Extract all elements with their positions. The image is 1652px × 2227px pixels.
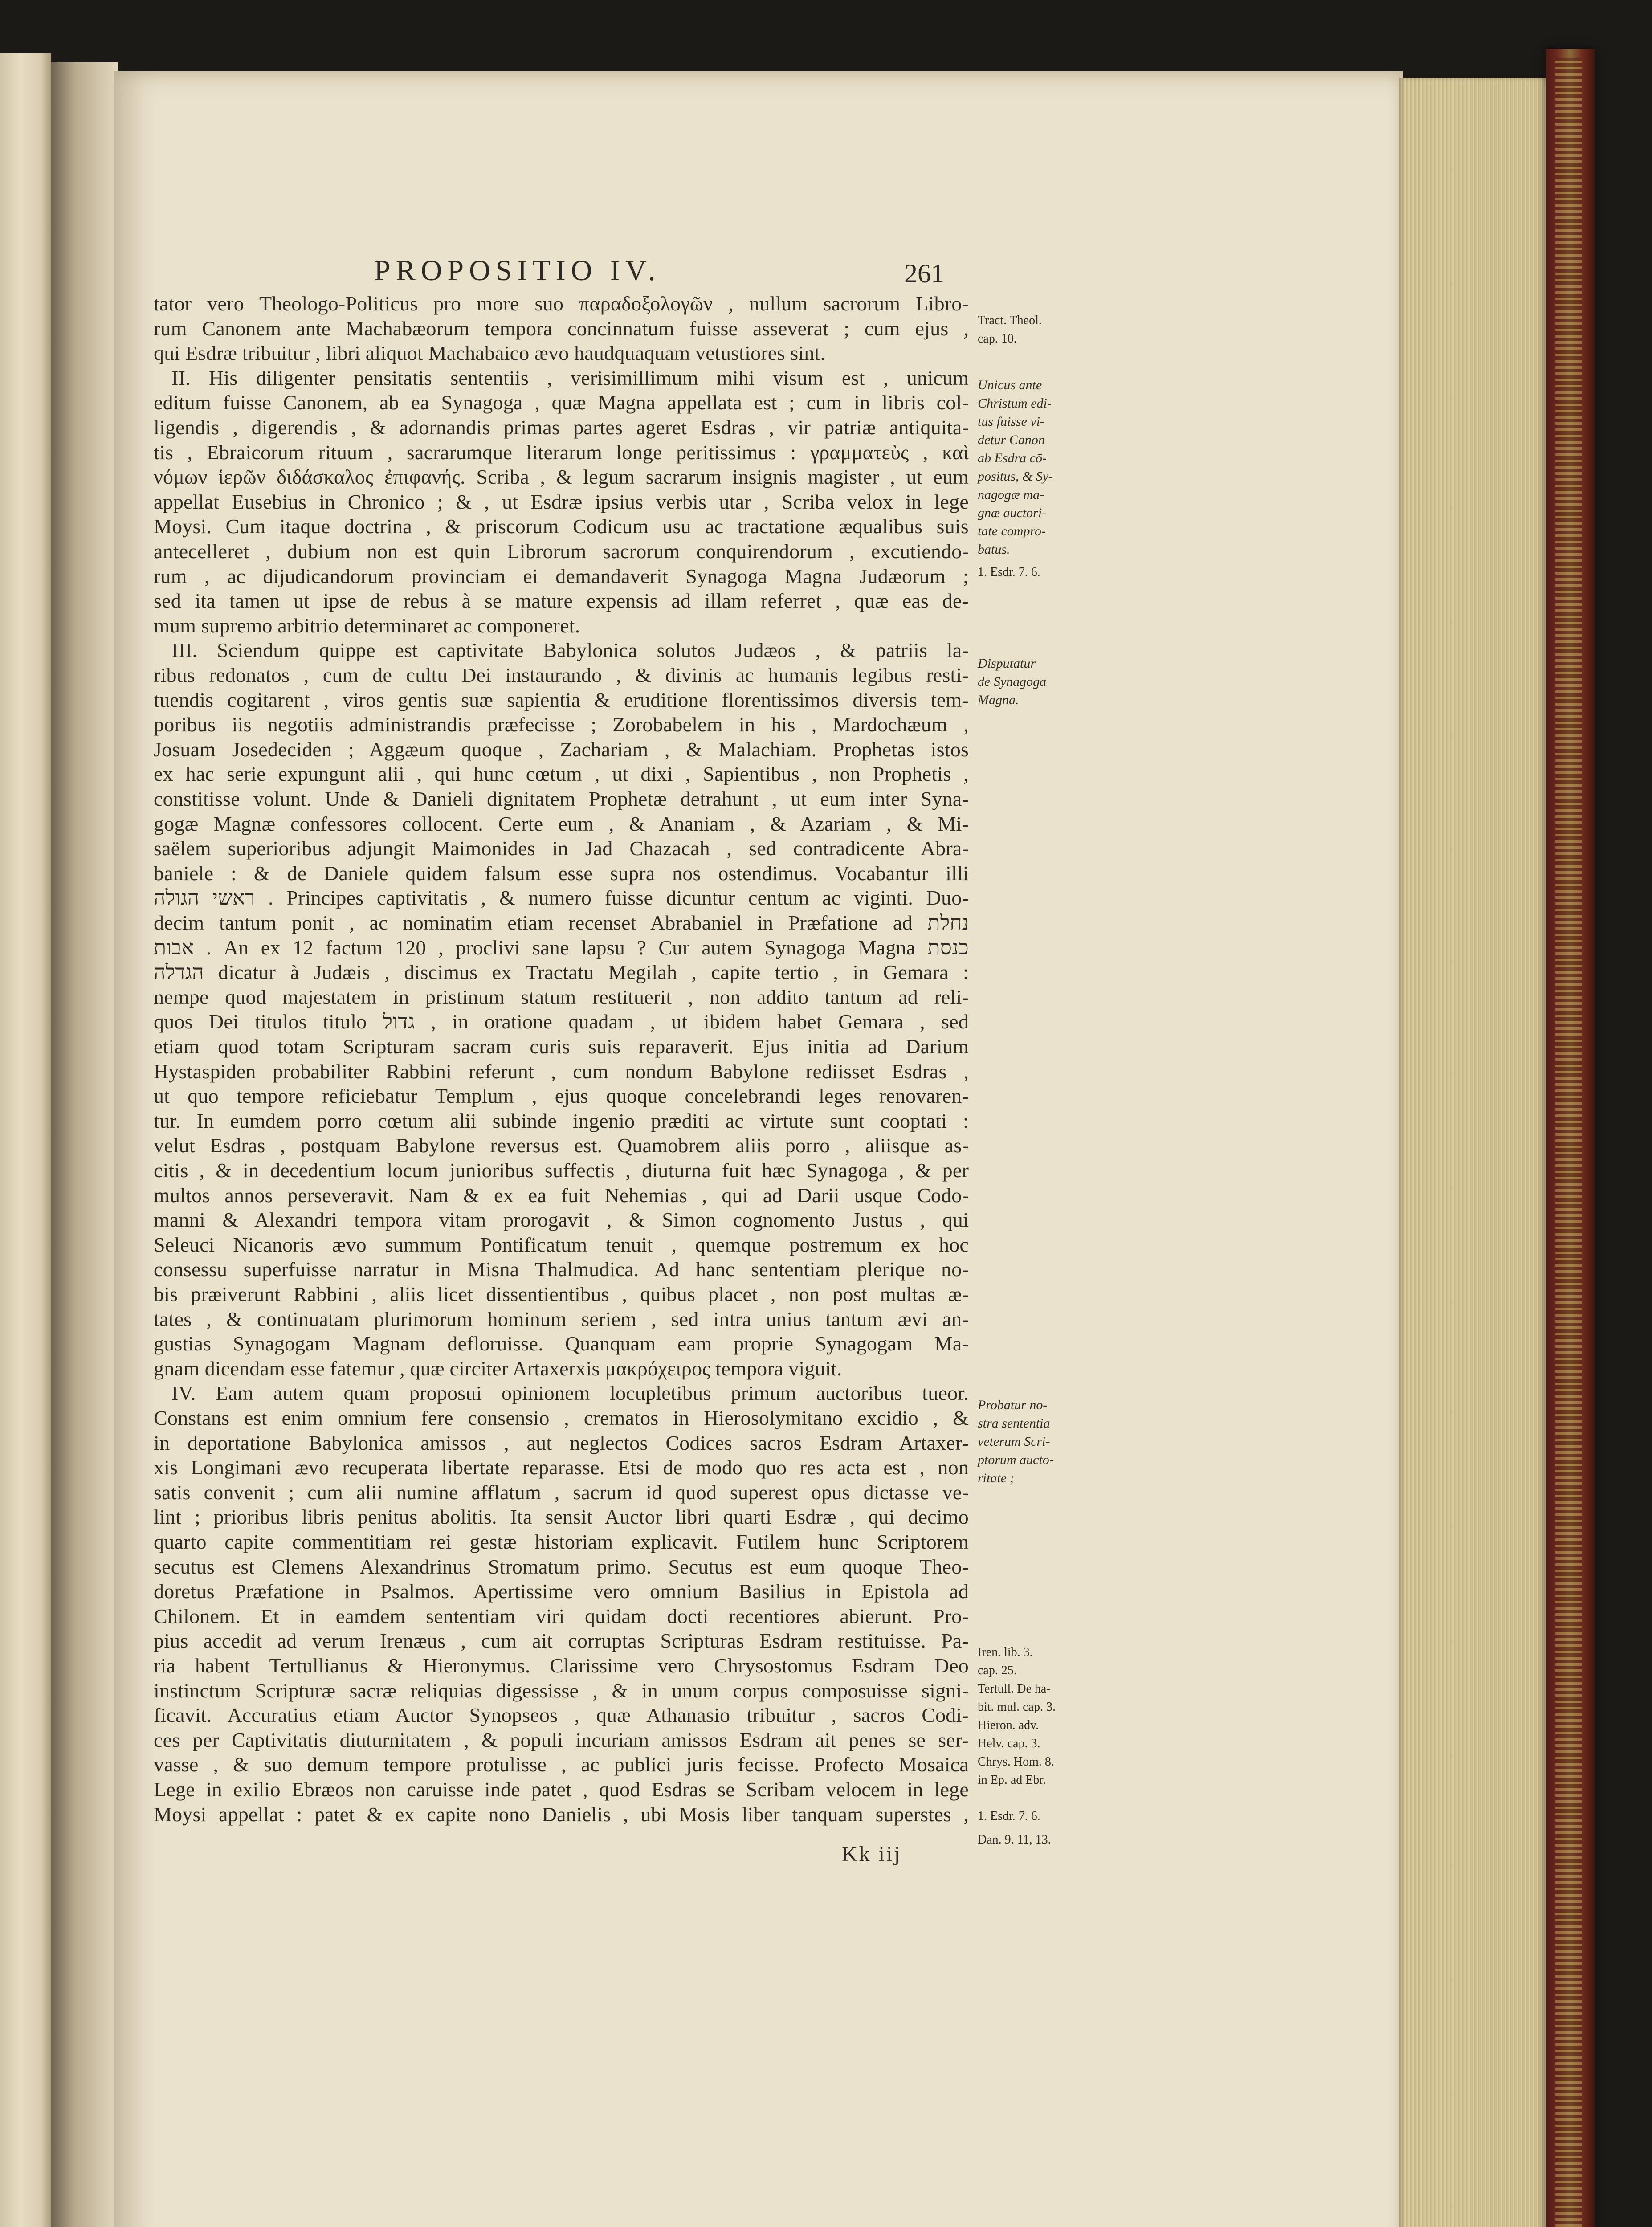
text-line: gustias Synagogam Magnam defloruisse. Quanquam eam proprie Synagogam Ma-: [154, 1332, 969, 1355]
text-line: sed ita tamen ut ipse de rebus à se mature expensis ad illam referret , quæ eas de-: [154, 589, 969, 612]
text-line: bis præiverunt Rabbini , aliis licet dissentientibus , quibus placet , non post multas æ-: [154, 1283, 969, 1305]
text-line: secutus est Clemens Alexandrinus Stromatum primo. Secutus est eum quoque Theo-: [154, 1555, 969, 1578]
margin-note-line: veterum Scri-: [978, 1434, 1050, 1449]
text-line: ribus redonatos , cum de cultu Dei instaurando , & divinis ac humanis legibus resti-: [154, 664, 969, 686]
margin-note-line: gnæ auctori-: [978, 506, 1047, 520]
text-line: qui Esdræ tribuitur , libri aliquot Machabaico ævo haudquaquam vetustiores sint.: [154, 342, 826, 365]
margin-note-line: tate compro-: [978, 524, 1046, 538]
text-line: ligendis , digerendis , & adornandis primas partes ageret Esdras , vir patriæ antiquita-: [154, 416, 969, 439]
text-line: Moysi. Cum itaque doctrina , & priscorum Codicum usu ac tractatione æqualibus suis: [154, 515, 969, 538]
text-line: Chilonem. Et in eamdem sententiam viri quidam docti recentiores abierunt. Pro-: [154, 1604, 969, 1627]
text-line: constitisse volunt. Unde & Danieli dignitatem Prophetæ detrahunt , ut eum inter Syna-: [154, 787, 969, 810]
text-line: III. Sciendum quippe est captivitate Babylonica solutos Judæos , & patriis la-: [171, 639, 969, 662]
margin-note-line: ab Esdra cō-: [978, 451, 1047, 465]
text-line: in deportatione Babylonica amissos , aut neglectos Codices sacros Esdram Artaxer-: [154, 1431, 969, 1454]
margin-note-line: cap. 25.: [978, 1664, 1017, 1677]
text-line: ראשי הגולה . Principes captivitatis , & numero fuisse dicuntur centum ac viginti. Duo-: [154, 886, 969, 910]
margin-note-line: ptorum aucto-: [978, 1452, 1054, 1467]
text-line: saëlem superioribus adjungit Maimonides in Jad Chazacah , sed contradicente Abra-: [154, 837, 969, 860]
page-number: 261: [904, 259, 944, 288]
text-line: gnam dicendam esse fatemur , quæ circiter Artaxerxis μακρόχειρος tempora viguit.: [154, 1357, 842, 1380]
text-line: νόμων ἱερῶν διδάσκαλος ἐπιφανής. Scriba , & legum sacrarum insignis magister , ut eum: [154, 465, 969, 489]
margin-note-line: Helv. cap. 3.: [978, 1737, 1040, 1750]
page-block-edges: [1399, 78, 1546, 2227]
text-line: doretus Præfatione in Psalmos. Apertissime vero omnium Basilius in Epistola ad: [154, 1580, 969, 1603]
text-line: ficavit. Accuratius etiam Auctor Synopseos , quæ Athanasio tribuitur , sacros Codi-: [154, 1704, 969, 1727]
text-line: velut Esdras , postquam Babylone reversus est. Quamobrem aliis porro , aliisque as-: [154, 1134, 969, 1157]
margin-note-line: Dan. 9. 11, 13.: [978, 1833, 1051, 1847]
margin-note-line: cap. 10.: [978, 332, 1017, 346]
text-line: mum supremo arbitrio determinaret ac componeret.: [154, 614, 580, 637]
text-line: gogæ Magnæ confessores collocent. Certe eum , & Ananiam , & Azariam , & Mi-: [154, 812, 969, 835]
margin-note-line: Hieron. adv.: [978, 1718, 1039, 1732]
text-line: Seleuci Nicanoris ævo summum Pontificatum tenuit , quemque postremum ex hoc: [154, 1233, 969, 1256]
text-line: Constans est enim omnium fere consensio , crematos in Hierosolymitano excidio , &: [154, 1407, 969, 1429]
text-line: tator vero Theologo-Politicus pro more suo παραδοξολογῶν , nullum sacrorum Libro-: [154, 292, 969, 315]
margin-note-line: ritate ;: [978, 1471, 1015, 1485]
text-line: baniele : & de Daniele quidem falsum esse supra nos ostendimus. Vocabantur illi: [154, 861, 969, 885]
margin-note-line: in Ep. ad Ebr.: [978, 1773, 1046, 1787]
facing-page-edge: [0, 53, 51, 2227]
text-line: ces per Captivitatis diuturnitatem , & populi incuriam amissos Esdram ait penes se ser-: [154, 1728, 969, 1751]
text-line: Moysi appellat : patet & ex capite nono Danielis , ubi Mosis liber tanquam superstes ,: [154, 1803, 969, 1826]
margin-note-line: batus.: [978, 542, 1010, 557]
text-line: tates , & continuatam plurimorum hominum seriem , sed intra unius tantum ævi an-: [154, 1307, 969, 1330]
margin-note-line: positus, & Sy-: [978, 469, 1053, 484]
gilt-tooling: [1555, 58, 1582, 2227]
text-line: pius accedit ad verum Irenæus , cum ait corruptas Scripturas Esdram restituisse. Pa-: [154, 1629, 969, 1652]
margin-note-line: 1. Esdr. 7. 6.: [978, 565, 1040, 579]
text-line: etiam quod totam Scripturam sacram curis suis reparaverit. Ejus initia ad Darium: [154, 1035, 969, 1058]
text-line: quos Dei titulos titulo גדול , in oratione quadam , ut ibidem habet Gemara , sed: [154, 1010, 969, 1033]
text-line: rum Canonem ante Machabæorum tempora concinnatum fuisse asseverat ; cum ejus ,: [154, 317, 969, 340]
text-line: poribus iis negotiis administrandis præfecisse ; Zorobabelem in his , Mardochæum ,: [154, 713, 969, 736]
margin-note-line: Magna.: [978, 693, 1019, 707]
text-line: Josuam Josedeciden ; Aggæum quoque , Zachariam , & Malachiam. Prophetas istos: [154, 738, 969, 761]
margin-note-line: nagogæ ma-: [978, 487, 1044, 502]
signature-mark: Kk iij: [842, 1842, 902, 1866]
text-line: tis , Ebraicorum rituum , sacrarumque literarum longe peritissimus : γραμματεὺς , καὶ: [154, 441, 969, 464]
text-line: rum , ac dijudicandorum provinciam ei demandaverit Synagoga Magna Judæorum ;: [154, 564, 969, 587]
margin-note-line: Iren. lib. 3.: [978, 1645, 1033, 1659]
text-line: ex hac serie expungunt alii , qui hunc cœtum , ut dixi , Sapientibus , non Prophetis ,: [154, 763, 969, 786]
text-line: tuendis cogitarent , viros gentis suæ sapientia & eruditione florentissimos diversis tem-: [154, 688, 969, 711]
text-line: אבות . An ex 12 factum 120 , proclivi sane lapsu ? Cur autem Synagoga Magna כנסת: [154, 936, 969, 959]
text-line: nempe quod majestatem in pristinum statum restituerit , non addito tantum ad reli-: [154, 985, 969, 1008]
margin-note-line: Tract. Theol.: [978, 314, 1042, 327]
text-line: ut quo tempore reficiebatur Templum , ejus quoque concelebrandi leges renovaren-: [154, 1085, 969, 1108]
margin-note-line: Probatur no-: [978, 1398, 1048, 1412]
text-line: tur. In eumdem porro cœtum alii subinde ingenio præditi ac virtute sunt cooptati :: [154, 1109, 969, 1132]
margin-note-line: Chrys. Hom. 8.: [978, 1755, 1054, 1769]
text-line: lint ; prioribus libris penitus abolitis. Ita sensit Auctor libri quarti Esdræ , qui decimo: [154, 1505, 969, 1529]
margin-note-line: Unicus ante: [978, 378, 1042, 392]
margin-note-line: Tertull. De ha-: [978, 1682, 1051, 1696]
text-line: editum fuisse Canonem, ab ea Synagoga , quæ Magna appellata est ; cum in libris col-: [154, 391, 969, 414]
margin-note-line: Disputatur: [978, 656, 1036, 671]
text-line: xis Longimani ævo recuperata libertate reparasse. Etsi de modo quo res acta est , non: [154, 1456, 969, 1479]
text-line: II. His diligenter pensitatis sententiis , verisimillimum mihi visum est , unicum: [171, 366, 969, 389]
text-line: ria habent Tertullianus & Hieronymus. Clarissime vero Chrysostomus Esdram Deo: [154, 1654, 969, 1677]
text-line: vasse , & suo demum tempore protulisse , ac publici juris fecisse. Profecto Mosaica: [154, 1753, 969, 1776]
text-line: consessu superfuisse narratur in Misna Thalmudica. Ad hanc sententiam plerique no-: [154, 1258, 969, 1281]
text-line: appellat Eusebius in Chronico ; & , ut Esdræ ipsius verbis utar , Scriba velox in lege: [154, 490, 969, 513]
text-line: IV. Eam autem quam proposui opinionem locupletibus primum auctoribus tueor.: [171, 1382, 969, 1405]
margin-note-line: tus fuisse vi-: [978, 414, 1044, 429]
text-line: citis , & in decedentium locum junioribus suffectis , diuturna fuit hæc Synagoga , & per: [154, 1159, 969, 1182]
text-line: instinctum Scripturæ sacræ reliquias digessisse , & in unum corpus composuisse signi-: [154, 1679, 969, 1702]
margin-note-line: Christum edi-: [978, 396, 1052, 411]
margin-note-line: detur Canon: [978, 432, 1045, 447]
margin-note-line: de Synagoga: [978, 674, 1047, 689]
text-line: satis convenit ; cum alii numine afflatum , sacrum id quod superest opus dictasse ve-: [154, 1481, 969, 1504]
running-head: PROPOSITIO IV.: [374, 254, 661, 287]
text-line: decim tantum ponit , ac nominatim etiam recenset Abrabaniel in Præfatione ad נחלת: [154, 911, 969, 934]
margin-note-line: bit. mul. cap. 3.: [978, 1700, 1056, 1714]
margin-note-line: stra sententia: [978, 1416, 1050, 1431]
book-gutter: [51, 62, 118, 2227]
text-line: Lege in exilio Ebræos non caruisse inde patet , quod Esdras se Scribam velocem in lege: [154, 1778, 969, 1801]
text-line: quarto capite commentitiam rei gestæ historiam explicavit. Futilem hunc Scriptorem: [154, 1530, 969, 1553]
text-line: manni & Alexandri tempora vitam prorogavit , & Simon cognomento Justus , qui: [154, 1208, 969, 1232]
text-line: הגדלה dicatur à Judæis , discimus ex Tractatu Megilah , capite tertio , in Gemara :: [154, 961, 969, 984]
text-line: multos annos perseveravit. Nam & ex ea fuit Nehemias , qui ad Darii usque Codo-: [154, 1183, 969, 1207]
text-line: antecelleret , dubium non est quin Librorum sacrorum conquirendorum , excutiendo-: [154, 540, 969, 563]
margin-note-line: 1. Esdr. 7. 6.: [978, 1809, 1040, 1823]
text-line: Hystaspiden probabiliter Rabbini referunt , cum nondum Babylone rediisset Esdras ,: [154, 1060, 969, 1083]
